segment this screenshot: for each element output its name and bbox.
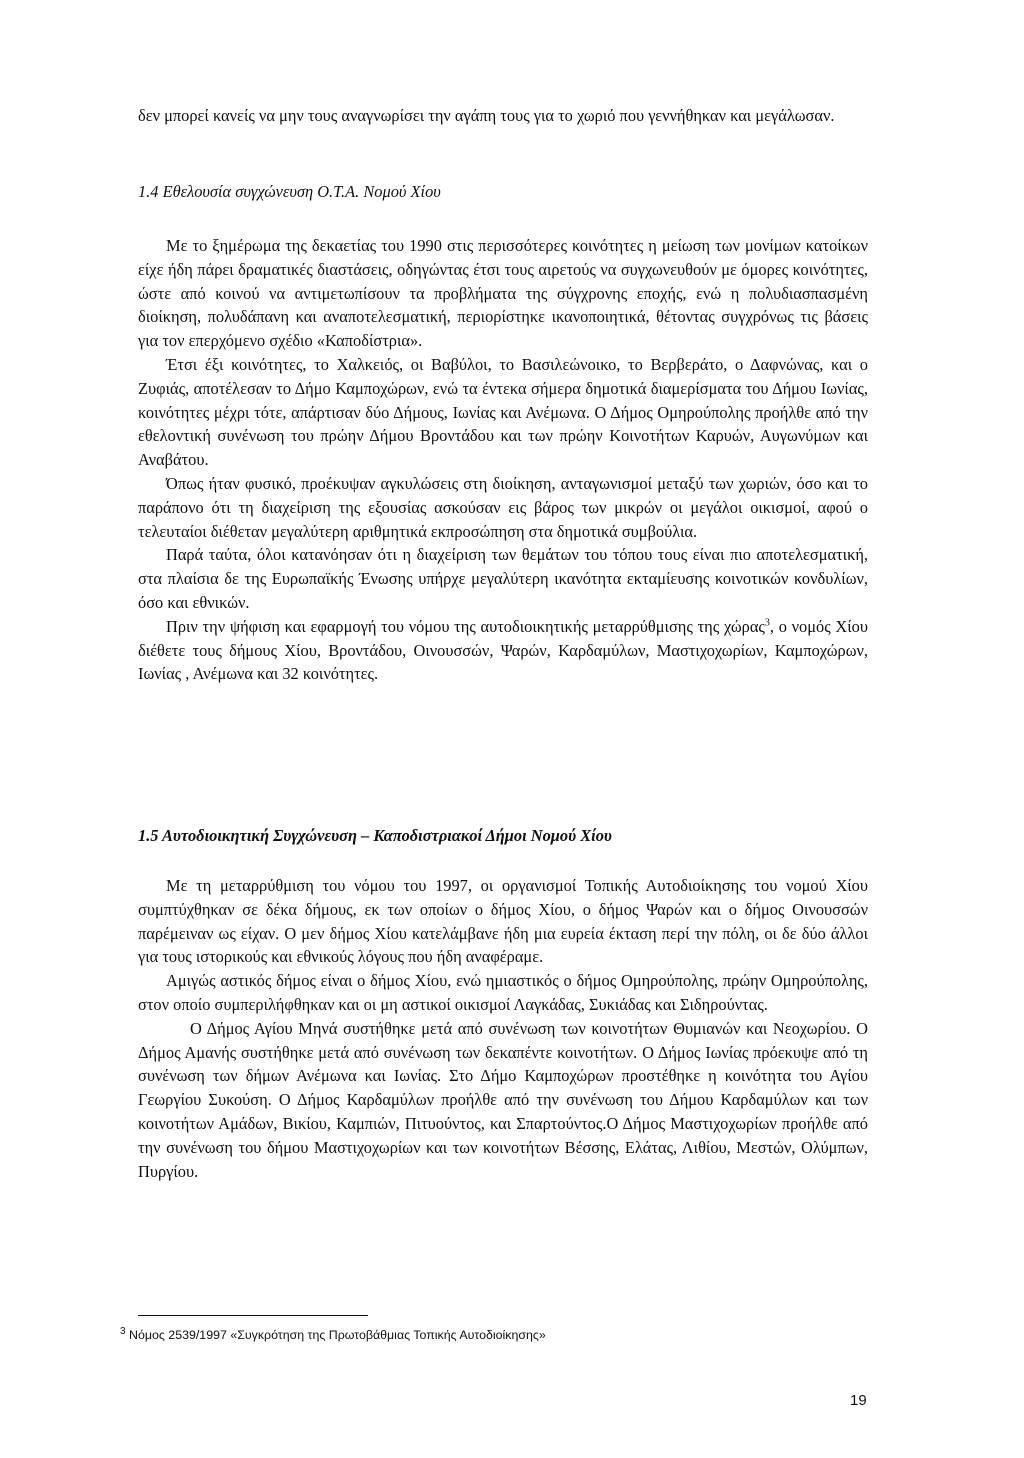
footnote-number: 3 [120, 1325, 126, 1337]
paragraph: Έτσι έξι κοινότητες, το Χαλκειός, οι Βαβύλοι, το Βασιλεώνοικο, το Βερβεράτο, ο Δαφνώνας, και ο Ζυφιάς, αποτέλεσαν το Δήμο Καμποχώρων, ενώ τα έντεκα σήμερα δημοτικά διαμερίσματα του Δήμου Ιωνίας, κοινότητες μέχρι τότε, απάρτισαν δύο Δήμους, Ιωνίας και Ανέμωνα. Ο Δήμος Ομηρούπολης προήλθε από την εθελοντική συνένωση του πρώην Δήμου Βροντάδου και των πρώην Κοινοτήτων Καρυών, Αυγωνύμων και Αναβάτου. [138, 354, 868, 470]
paragraph-text-after: , ο νομός Χίου διέθετε τους δήμους Χίου, Βροντάδου, Οινουσσών, Ψαρών, Καρδαμύλων, Μαστιχοχωρίων, Καμποχώρων, Ιωνίας , Ανέμωνα και 32 κοινότητες. [138, 616, 868, 684]
section-heading-1-5: 1.5 Αυτοδιοικητική Συγχώνευση – Καποδιστριακοί Δήμοι Νομού Χίου [138, 826, 612, 845]
footnote-divider [138, 1315, 368, 1316]
paragraph: Όπως ήταν φυσικό, προέκυψαν αγκυλώσεις στη διοίκηση, ανταγωνισμοί μεταξύ των χωριών, όσο και το παράπονο ότι τη διαχείριση της εξουσίας ασκούσαν εις βάρος των μικρών οι μεγάλοι οικισμοί, αφού ο τελευταίοι διέθεταν μεγαλύτερη αριθμητικά εκπροσώπηση στα δημοτικά συμβούλια. [138, 473, 868, 541]
page-number: 19 [850, 1392, 867, 1409]
section-heading-1-4: 1.4 Εθελουσία συγχώνευση Ο.Τ.Α. Νομού Χίου [138, 182, 441, 201]
paragraph-with-footnote-ref [138, 615, 868, 686]
paragraph: Ο Δήμος Αγίου Μηνά συστήθηκε μετά από συνένωση των κοινοτήτων Θυμιανών και Νεοχωρίου. Ο Δήμος Αμανής συστήθηκε μετά από συνένωση των δεκαπέντε κοινοτήτων. Ο Δήμος Ιωνίας πρόεκυψε από τη συνένωση των δήμων Ανέμωνα και Ιωνίας. Στο Δήμο Καμποχώρων προστέθηκε η κοινότητα του Αγίου Γεωργίου Συκούση. Ο Δήμος Καρδαμύλων προήλθε από την συνένωση του Δήμου Καρδαμύλων και των κοινοτήτων Αμάδων, Βικίου, Καμπιών, Πιτυούντος, και Σπαρτούντος.Ο Δήμος Μαστιχοχωρίων προήλθε από την συνένωση του δήμου Μαστιχοχωρίων και των κοινοτήτων Βέσσης, Ελάτας, Λιθίου, Μεστών, Ολύμπων, Πυργίου. [138, 1018, 868, 1181]
footnote-text: Νόμος 2539/1997 «Συγκρότηση της Πρωτοβάθμιας Τοπικής Αυτοδιοίκησης» [129, 1328, 546, 1342]
footnote [120, 1325, 546, 1342]
section-1-4-body [138, 234, 868, 686]
paragraph-text-before: Πριν την ψήφιση και εφαρμογή του νόμου της αυτοδιοικητικής μεταρρύθμισης της χώρας [166, 616, 765, 636]
paragraph: Παρά ταύτα, όλοι κατανόησαν ότι η διαχείριση των θεμάτων του τόπου τους είναι πιο αποτελεσματική, στα πλαίσια δε της Ευρωπαϊκής Ένωσης υπήρχε μεγαλύτερη ικανότητα εκταμίευσης κοινοτικών κονδυλίων, όσο και εθνικών. [138, 545, 868, 612]
section-1-5-body [138, 874, 868, 1183]
paragraph: Αμιγώς αστικός δήμος είναι ο δήμος Χίου, ενώ ημιαστικός ο δήμος Ομηρούπολης, πρώην Ομηρούπολης, στον οποίο συμπεριλήφθηκαν και οι μη αστικοί οικισμοί Λαγκάδας, Συκιάδας και Σιδηρούντας. [138, 971, 868, 1014]
intro-paragraph: δεν μπορεί κανείς να μην τους αναγνωρίσει την αγάπη τους για το χωριό που γεννήθηκαν και μεγάλωσαν. [138, 106, 835, 125]
paragraph: Με το ξημέρωμα της δεκαετίας του 1990 στις περισσότερες κοινότητες η μείωση των μονίμων κατοίκων είχε ήδη πάρει δραματικές διαστάσεις, οδηγώντας έτσι τους αιρετούς να συγχωνευθούν με όμορες κοινότητες, ώστε από κοινού να αντιμετωπίσουν τα προβλήματα της σύγχρονης εποχής, ενώ η πολυδιασπασμένη διοίκηση, πολυδάπανη και αναποτελεσματική, περιορίστηκε ικανοποιητικά, θέτοντας συγχρόνως τις βάσεις για τον επερχόμενο σχέδιο «Καποδίστρια». [138, 236, 868, 351]
footnote-reference: 3 [764, 617, 770, 629]
paragraph: Με τη μεταρρύθμιση του νόμου του 1997, οι οργανισμοί Τοπικής Αυτοδιοίκησης του νομού Χίου συμπτύχθηκαν σε δέκα δήμους, εκ των οποίων ο δήμος Χίου, ο δήμος Ψαρών και ο δήμος Οινουσσών παρέμειναν ως είχαν. Ο μεν δήμος Χίου κατελάμβανε ήδη μια ευρεία έκταση περί την πόλη, οι δε δύο άλλοι για τους ιστορικούς και εθνικούς λόγους που ήδη αναφέραμε. [138, 876, 868, 967]
